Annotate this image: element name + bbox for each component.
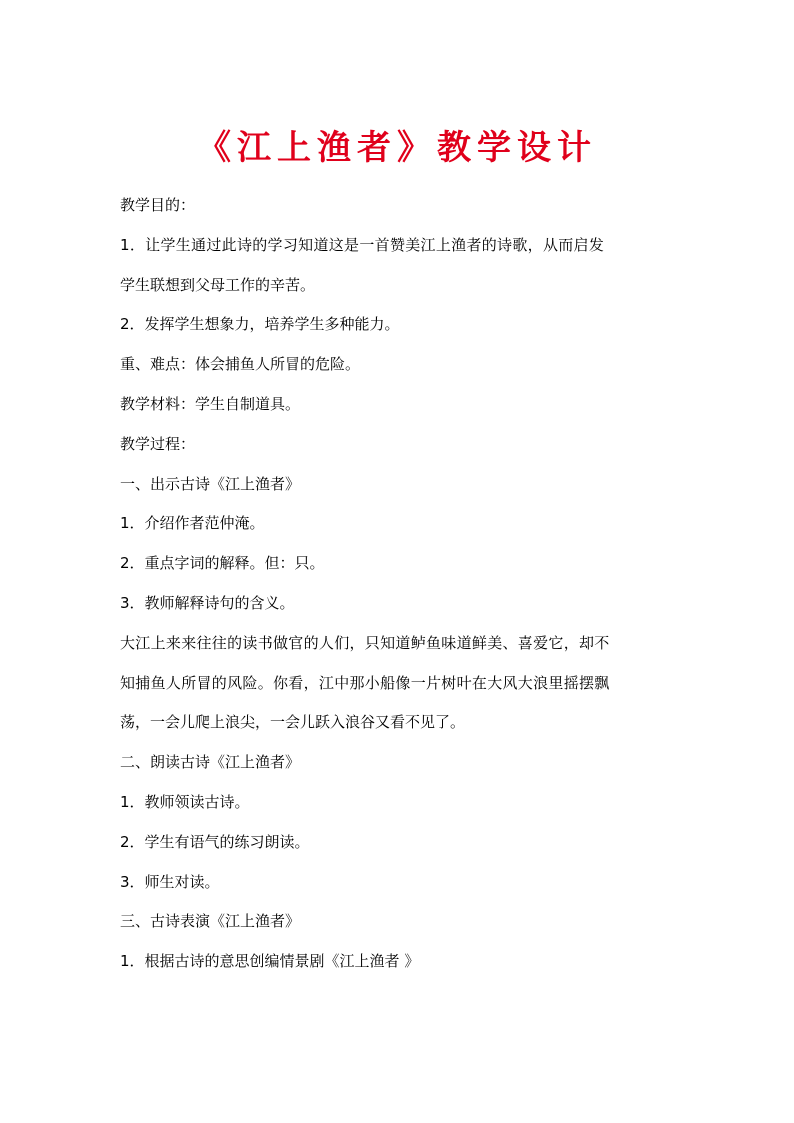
section-1-item-1: 1．介绍作者范仲淹。: [120, 514, 265, 533]
heading-objectives: 教学目的：: [120, 196, 196, 214]
section-1-heading: 一、出示古诗《江上渔者》: [120, 474, 301, 493]
objective-1-continued: 学生联想到父母工作的辛苦。: [120, 275, 316, 294]
explanation-paragraph-line-2: 知捕鱼人所冒的风险。你看，江中那小船像一片树叶在大风大浪里摇摆飘: [120, 673, 610, 692]
objective-1: 1．让学生通过此诗的学习知道这是一首赞美江上渔者的诗歌，从而启发: [120, 235, 605, 254]
section-3-item-1: 1．根据古诗的意思创编情景剧《江上渔者 》: [120, 952, 420, 971]
objective-2: 2．发挥学生想象力，培养学生多种能力。: [120, 315, 400, 334]
section-1-item-3: 3．教师解释诗句的含义。: [120, 593, 295, 612]
section-1-item-2: 2．重点字词的解释。但：只。: [120, 554, 325, 573]
document-body: [120, 186, 680, 982]
heading-process: 教学过程：: [120, 434, 196, 453]
teaching-materials: 教学材料：学生自制道具。: [120, 394, 301, 413]
section-2-heading: 二、朗读古诗《江上渔者》: [120, 753, 301, 772]
explanation-paragraph-line-3: 荡，一会儿爬上浪尖，一会儿跃入浪谷又看不见了。: [120, 713, 466, 732]
section-2-item-1: 1．教师领读古诗。: [120, 792, 250, 811]
section-2-item-2: 2．学生有语气的练习朗读。: [120, 832, 310, 851]
key-difficulty: 重、难点：体会捕鱼人所冒的危险。: [120, 355, 361, 374]
section-3-heading: 三、古诗表演《江上渔者》: [120, 912, 301, 931]
document-title: 《江上渔者》教学设计: [197, 128, 597, 168]
section-2-item-3: 3．师生对读。: [120, 872, 220, 891]
explanation-paragraph-line-1: 大江上来来往往的读书做官的人们，只知道鲈鱼味道鲜美、喜爱它，却不: [120, 633, 610, 652]
